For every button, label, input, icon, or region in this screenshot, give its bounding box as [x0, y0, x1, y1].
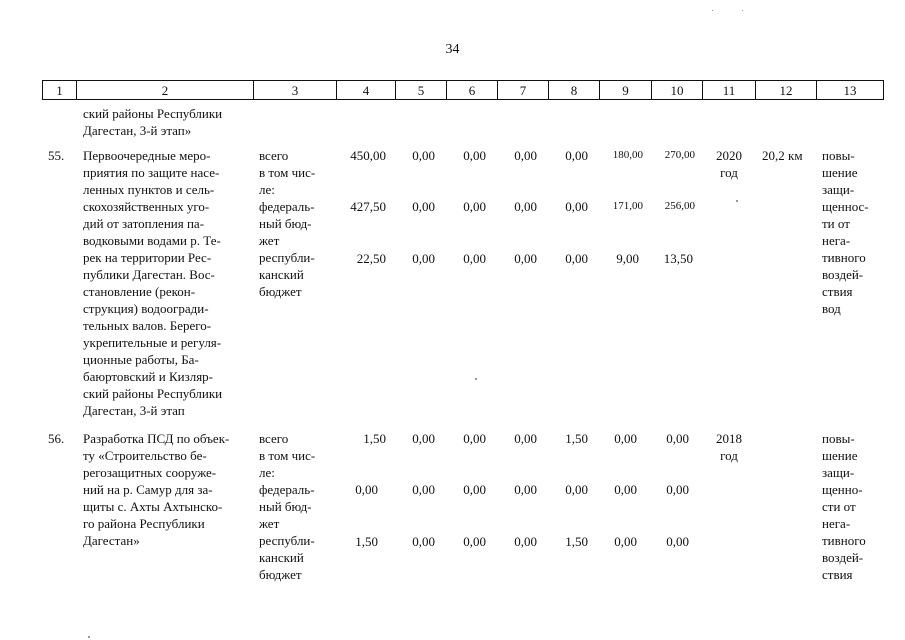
description-line: Первоочередные меро- [83, 148, 211, 163]
col-header-3: 3 [253, 80, 337, 100]
col-header-2: 2 [76, 80, 254, 100]
prev-row-desc-line: ский районы Республики [83, 106, 223, 121]
page-number: 34 [445, 42, 460, 57]
scan-speck [712, 10, 713, 11]
col-header-13: 13 [816, 80, 884, 100]
value-republic-col5: 0,00 [412, 534, 435, 549]
description-line: ский районы Республики [83, 386, 223, 401]
expected-result-line: щеннос- [822, 199, 869, 214]
expected-result-line: воздей- [822, 267, 864, 282]
description-line: публики Дагестан. Вос- [83, 267, 215, 282]
description-line: водковыми водами р. Те- [83, 233, 221, 248]
value-federal-col6: 0,00 [463, 482, 486, 497]
value-total-col10: 270,00 [664, 149, 695, 161]
description-line: баюртовский и Кизляр- [83, 369, 214, 384]
expected-result-line: нега- [822, 233, 851, 248]
description-line: Дагестан, 3-й этап [83, 403, 185, 418]
description-line: ленных пунктов и сель- [83, 182, 215, 197]
funding-source-line: жет [259, 233, 280, 248]
value-federal-col4: 0,00 [355, 482, 378, 497]
description-line: ционные работы, Ба- [83, 352, 199, 367]
description-line: рек на территории Рес- [83, 250, 212, 265]
value-republic-col6: 0,00 [463, 251, 486, 266]
funding-source-line: в том чис- [259, 448, 316, 463]
value-total-col9: 180,00 [612, 149, 643, 161]
expected-result-line: повы- [822, 148, 855, 163]
funding-source-line: ле: [259, 465, 275, 480]
row-number: 56. [48, 431, 65, 446]
expected-result-line: ствия [822, 284, 853, 299]
expected-result-line: ствия [822, 567, 853, 582]
expected-result-line: щенно- [822, 482, 863, 497]
scan-speck [736, 200, 738, 202]
value-federal-col9: 0,00 [614, 482, 637, 497]
value-total-col8: 1,50 [565, 431, 588, 446]
value-federal-col10: 0,00 [666, 482, 689, 497]
col-header-12: 12 [755, 80, 817, 100]
description-line: Разработка ПСД по объек- [83, 431, 230, 446]
value-federal-col4: 427,50 [350, 199, 386, 214]
value-total-col10: 0,00 [666, 431, 689, 446]
funding-source-line: канский [259, 550, 304, 565]
funding-source-line: всего [259, 148, 289, 163]
description-line: укрепительные и регуля- [83, 335, 222, 350]
col-header-7: 7 [497, 80, 549, 100]
value-federal-col7: 0,00 [514, 482, 537, 497]
value-total-col4: 1,50 [363, 431, 386, 446]
value-republic-col7: 0,00 [514, 534, 537, 549]
col-header-11: 11 [702, 80, 756, 100]
expected-result-line: тивного [822, 250, 866, 265]
value-total-col4: 450,00 [350, 148, 386, 163]
description-line: ту «Строительство бе- [83, 448, 207, 463]
value-republic-col8: 0,00 [565, 251, 588, 266]
col-header-5: 5 [395, 80, 447, 100]
expected-result-line: защи- [822, 465, 855, 480]
description-line: го района Республики [83, 516, 205, 531]
value-federal-col7: 0,00 [514, 199, 537, 214]
value-total-col8: 0,00 [565, 148, 588, 163]
funding-source-line: жет [259, 516, 280, 531]
row-number: 55. [48, 148, 65, 163]
scan-speck [475, 378, 477, 380]
expected-result-line [822, 215, 877, 232]
description-line: струкция) водоогради- [83, 301, 209, 316]
description-line: Дагестан» [83, 533, 140, 548]
value-federal-col8: 0,00 [565, 199, 588, 214]
value-federal-col5: 0,00 [412, 482, 435, 497]
value-republic-col5: 0,00 [412, 251, 435, 266]
description-line: приятия по защите насе- [83, 165, 220, 180]
expected-result-line: шение [822, 448, 858, 463]
value-federal-col5: 0,00 [412, 199, 435, 214]
funding-source-line: республи- [259, 533, 315, 548]
value-republic-col10: 0,00 [666, 534, 689, 549]
value-republic-col8: 1,50 [565, 534, 588, 549]
value-republic-col10: 13,50 [663, 251, 693, 266]
expected-result-line: нега- [822, 516, 851, 531]
value-federal-col10: 256,00 [664, 200, 695, 212]
expected-result-line: сти от [822, 499, 856, 514]
expected-result-word: ти от [822, 216, 850, 231]
expected-result-line: воздей- [822, 550, 864, 565]
scan-speck [88, 636, 90, 638]
funding-source-line: в том чис- [259, 165, 316, 180]
funding-source-line: бюджет [259, 284, 302, 299]
col-header-10: 10 [651, 80, 703, 100]
expected-result-line: вод [822, 301, 841, 316]
prev-row-desc-line: Дагестан, 3-й этап» [83, 123, 192, 138]
funding-source-line: федераль- [259, 482, 315, 497]
value-total-col9: 0,00 [614, 431, 637, 446]
funding-source-line: бюджет [259, 567, 302, 582]
expected-result-line: защи- [822, 182, 855, 197]
value-republic-col6: 0,00 [463, 534, 486, 549]
completion-year-unit: год [720, 165, 738, 180]
value-republic-col4: 1,50 [355, 534, 378, 549]
value-republic-col4: 22,50 [356, 251, 386, 266]
value-total-col5: 0,00 [412, 431, 435, 446]
expected-result-line: шение [822, 165, 858, 180]
value-total-col6: 0,00 [463, 431, 486, 446]
funding-source-line: всего [259, 431, 289, 446]
funding-source-line: ле: [259, 182, 275, 197]
description-line: регозащитных сооруже- [83, 465, 217, 480]
description-line: скохозяйственных уго- [83, 199, 210, 214]
value-federal-col6: 0,00 [463, 199, 486, 214]
expected-result-line: повы- [822, 431, 855, 446]
col-header-9: 9 [599, 80, 652, 100]
funding-source-line: ный бюд- [259, 499, 312, 514]
value-republic-col9: 9,00 [616, 251, 639, 266]
completion-year-unit: год [720, 448, 738, 463]
indicator-value: 20,2 км [762, 148, 803, 163]
value-republic-col7: 0,00 [514, 251, 537, 266]
scan-speck [742, 10, 743, 11]
col-header-1: 1 [42, 80, 77, 100]
description-line: тельных валов. Берего- [83, 318, 212, 333]
expected-result-line: тивного [822, 533, 866, 548]
col-header-6: 6 [446, 80, 498, 100]
value-federal-col8: 0,00 [565, 482, 588, 497]
col-header-4: 4 [336, 80, 396, 100]
value-total-col7: 0,00 [514, 431, 537, 446]
completion-year: 2018 [716, 431, 742, 446]
funding-source-line: канский [259, 267, 304, 282]
value-total-col6: 0,00 [463, 148, 486, 163]
description-line: ний на р. Самур для за- [83, 482, 213, 497]
col-header-8: 8 [548, 80, 600, 100]
completion-year: 2020 [716, 148, 742, 163]
value-federal-col9: 171,00 [612, 200, 643, 212]
description-line: дий от затопления па- [83, 216, 205, 231]
funding-source-line: республи- [259, 250, 315, 265]
value-total-col7: 0,00 [514, 148, 537, 163]
description-line: щиты с. Ахты Ахтынско- [83, 499, 223, 514]
value-total-col5: 0,00 [412, 148, 435, 163]
description-line: становление (рекон- [83, 284, 196, 299]
funding-source-line: федераль- [259, 199, 315, 214]
value-republic-col9: 0,00 [614, 534, 637, 549]
funding-source-line: ный бюд- [259, 216, 312, 231]
